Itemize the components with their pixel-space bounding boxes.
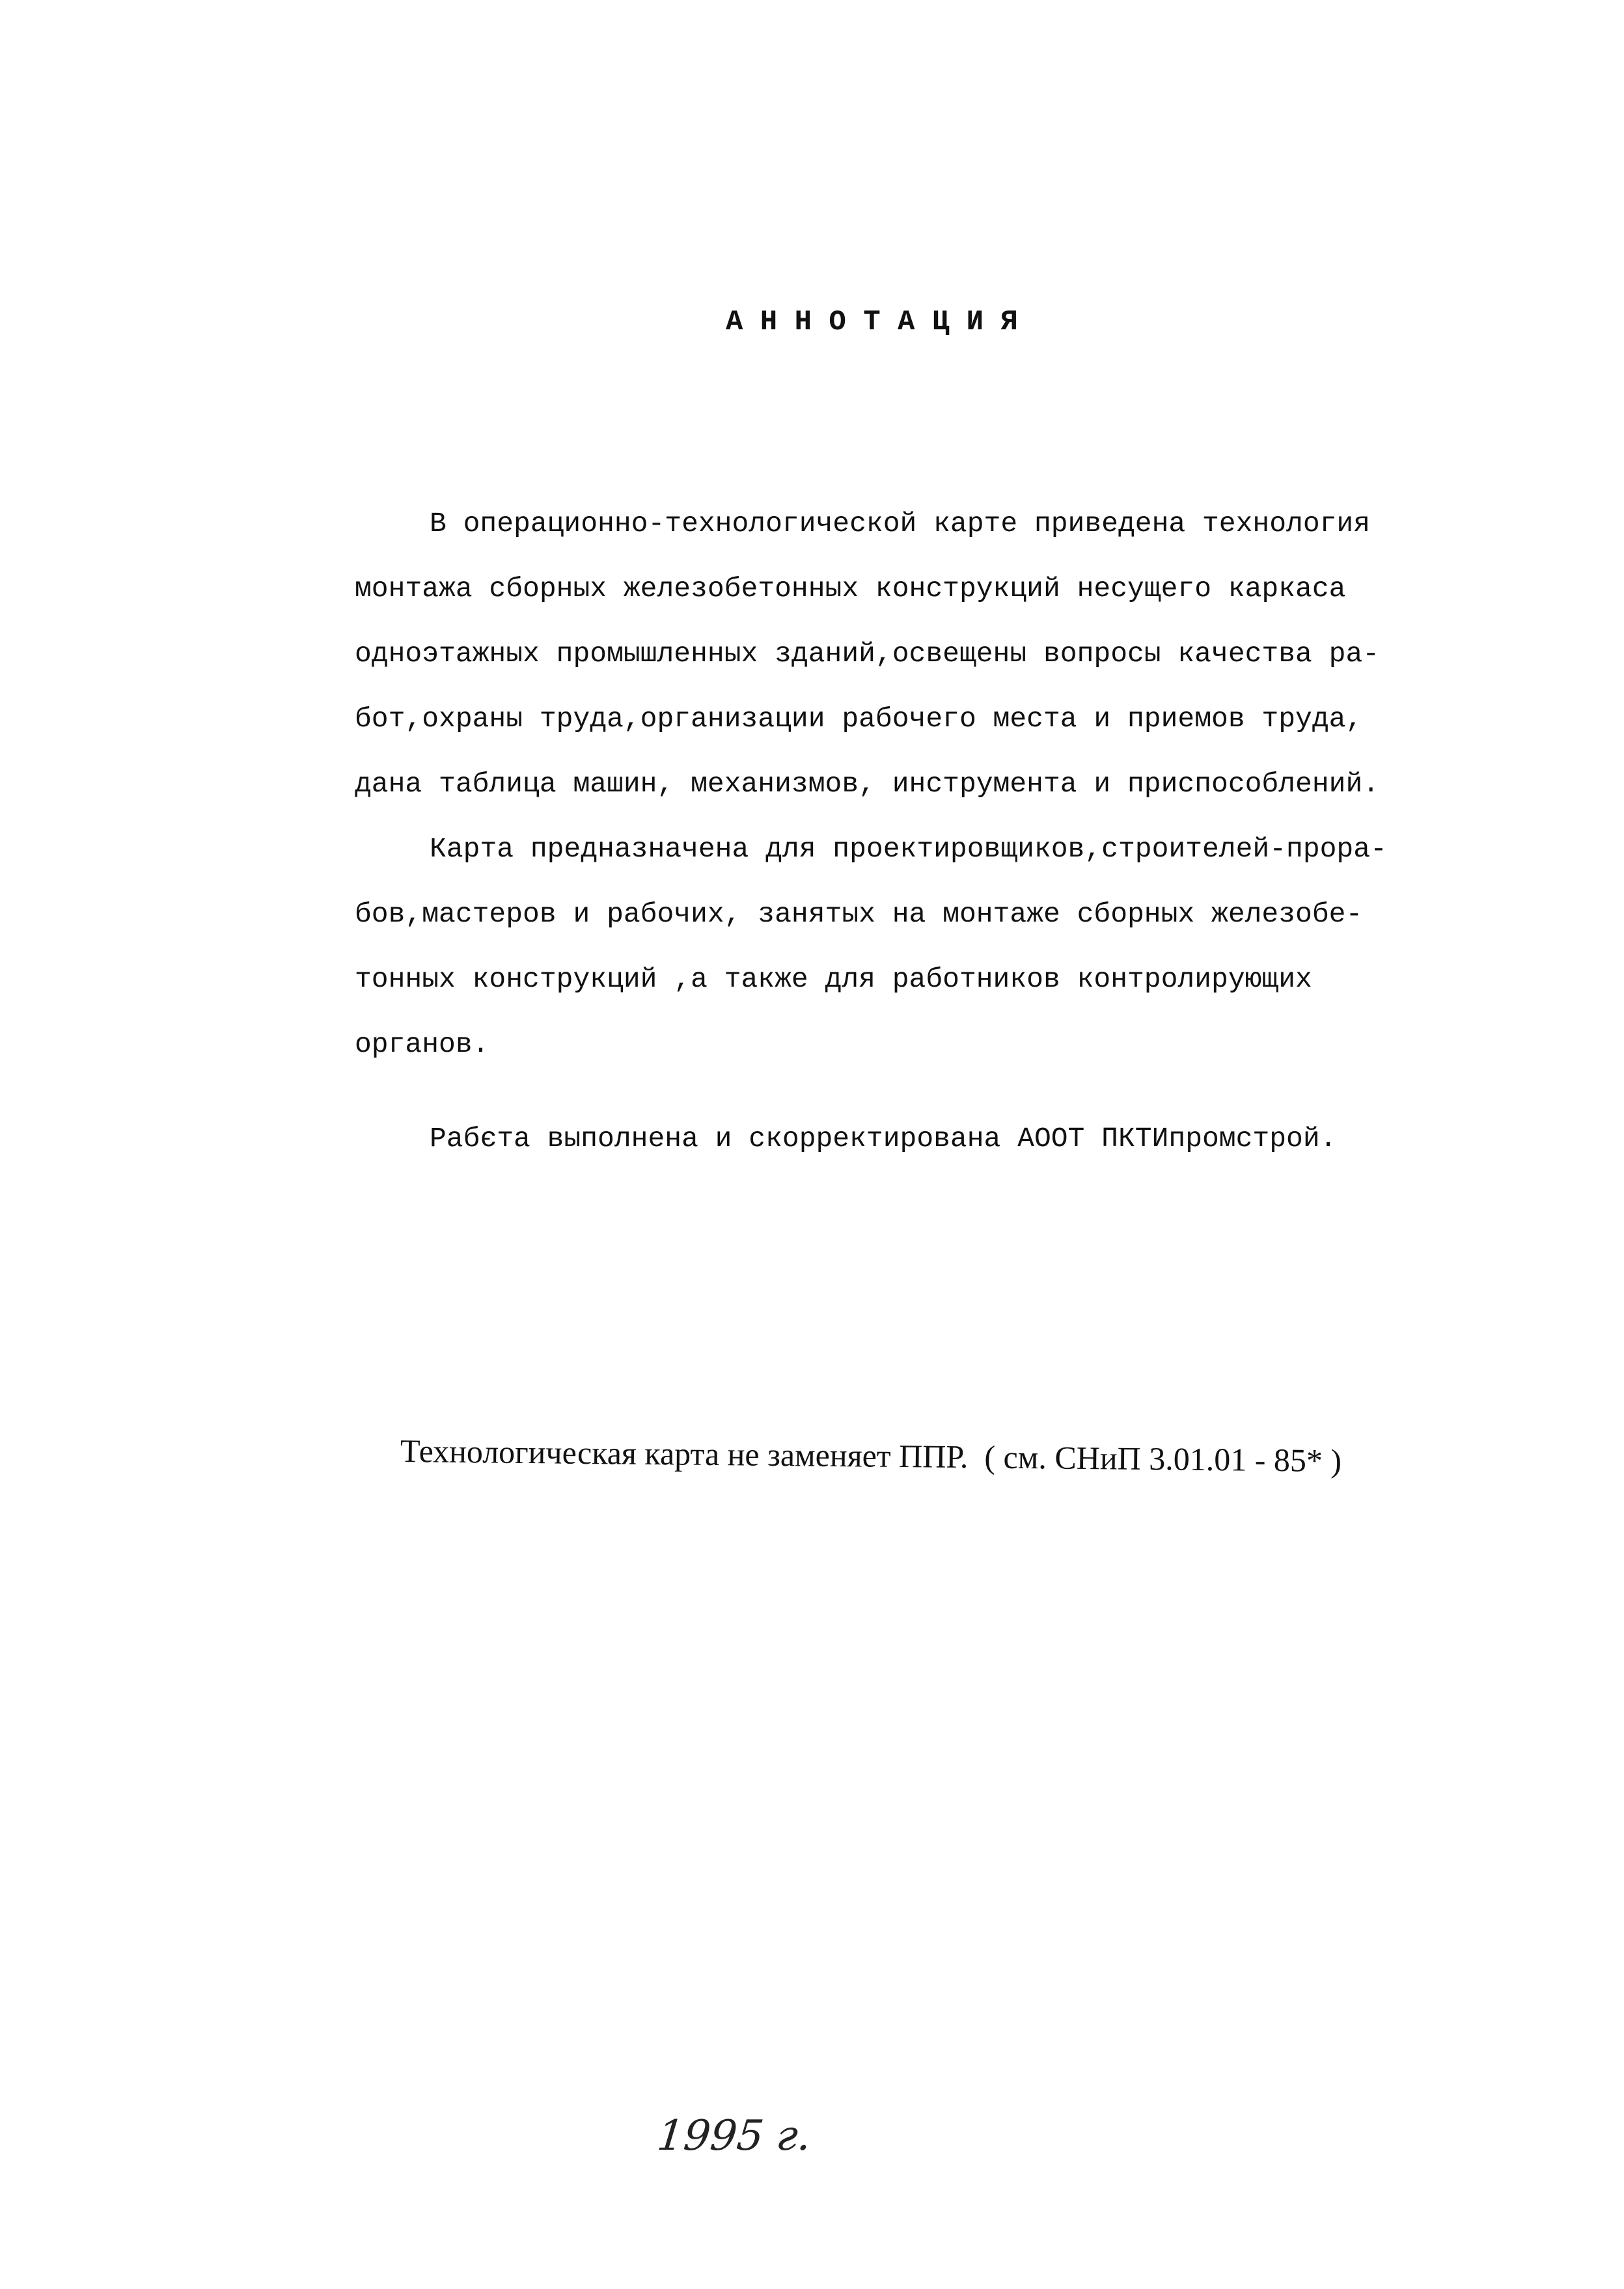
paragraph-line: тонных конструкций ,а также для работников контролирующих (355, 963, 1312, 995)
paragraph-line: дана таблица машин, механизмов, инструмента и приспособлений. (355, 768, 1380, 800)
document-title: А Н Н О Т А Ц И Я (726, 306, 1018, 338)
paragraph-line: бот,охраны труда,организации рабочего места и приемов труда, (355, 703, 1363, 735)
handwritten-year: 1995 г. (655, 2112, 814, 2160)
paragraph-line: В операционно-технологической карте приведена технология (430, 508, 1371, 540)
note-text: Технологическая карта не заменяет ППР. ( см. СНиП 3.01.01 - 85* ) (400, 1432, 1342, 1479)
paragraph-line: одноэтажных промышленных зданий,освещены вопросы качества ра- (355, 638, 1380, 670)
paragraph-author: Рабєта выполнена и скорректирована АООТ ПКТИпромстрой. (430, 1123, 1337, 1155)
paragraph-line: бов,мастеров и рабочих, занятых на монтаже сборных железобе- (355, 898, 1363, 930)
paragraph-line: органов. (355, 1028, 489, 1060)
paragraph-line: монтажа сборных железобетонных конструкций несущего каркаса (355, 573, 1346, 605)
paragraph-line: Карта предназначена для проектировщиков,строителей-прора- (430, 833, 1387, 865)
